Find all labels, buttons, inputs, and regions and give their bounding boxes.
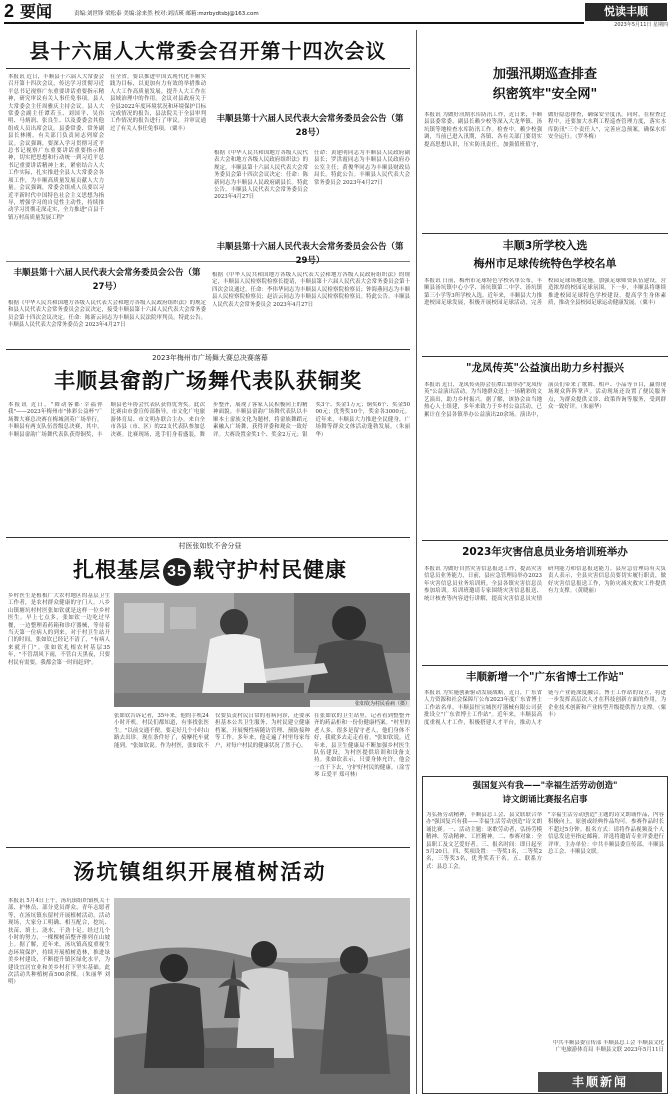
- r1-body: 本报讯 为做好汛期水库防汛工作，近日来，丰顺县县委常委、副县长赖少校等深入大龙华镇、汤坑镇等地检查水库防汛工作。检查中，赖少校强调，当前已进入汛期，各镇、各有关部门要切实提高思想认识，压实防汛责任，加强值班值守，做好隐患排查，确保安全度汛。同时，在检查过程中，还要加大水利工程巡查管理力度，落实水库防汛"三个责任人"，完善应急预案，确保水库安全运行。（罗冬梅）: [424, 112, 666, 148]
- a2-kicker: 2023年梅州市广场舞大赛总决赛落幕: [152, 354, 268, 362]
- a2-body: 本报讯 近日，"舞动客都·幸福你我"——2023年梅州市"体彩公益杯"广场舞大赛总决赛在梅城剑英广场举行。丰顺县有两支队伍晋级总决赛，其中，丰顺县畲韵广场舞代表队获得铜奖，丰顺县老年协会代表队获得优秀奖。此次比赛由市委宣传部指导，市文化广电旅游体育局、市文明办联合主办。来自全市各县（市、区）的22支代表队参加总决赛。比赛现场，选手们身着盛装，舞步整齐，展现了客家人民积极向上的精神面貌。丰顺县畲韵广场舞代表队以丰顺本土畲族文化为题材，将畲族舞蹈元素融入广场舞，获得评委和观众一致好评。大赛设置金奖1个、奖金2万元；银奖3个、奖金1万元；铜奖6个、奖金5000元；优秀奖10个，奖金各3000元。近年来，丰顺县大力推进全民健身，广场舞等群众文体活动蓬勃发展。（朱丽华）: [8, 402, 410, 438]
- a1-col1: 本报讯 近日，丰顺县十六届人大常委会召开第十四次会议，传达学习贯彻习近平总书记视察广东重要讲话重要指示精神，研究审议有关人事任免事项。县人大常委会主任周雅庆主持会议。县人大常委会副主任谭若玉、刘国平、吴伟明、马炳润、张良生、以及委委会其他组成人员出席会议。县委常委、常务副县长林刚，有关部门负责同志列席会议。会议强调，要深入学习贯彻习近平总书记视察广东重要讲话重要指示精神，切实把思想和行动统一到习近平总书记重要讲话精神上来，紧密结合人大工作实际，扎实推进全县人大常委会各项工作，为丰顺高质量发展贡献人大力量。会议强调，常委会组成人员要以习近平新时代中国特色社会主义思想为指导，增强学习的自觉性主动性，持续推动学习贯彻走深走实，全力推进"百县千镇万村高质量发展工程": [8, 74, 104, 221]
- a4-body: 本报讯 5月4日上午，汤坑镇组织镇机关干部、护林员、部分党员群众、青年志愿者等，在汤坑镇东留村开展植树活动。活动现场，大家分工明确、相互配合，挖坑、扶苗、填土、浇水，干劲十足。经过几个小时的努力，一棵棵树苗整齐排列在山坡上。据了解，近年来，汤坑镇高度重视生态环境保护，持续开展植树造林，推进绿美乡村建设，不断提升镇区绿化水平，为建设宜居宜业和美乡村打下坚实基础。此次活动共种植树苗500余棵。（朱丽华 刘明）: [8, 898, 110, 986]
- r2-body: 本报讯 日前，梅州市足球特色学校名单公布，丰顺县汤坑镇中心小学、汤坑镇第二中学、汤坑镇第三小学等3所学校入选。近年来，丰顺县大力推进校园足球发展，积极开展校园足球活动，完善校园足球场地设施，加强足球师资队伍建设，营造浓厚的校园足球氛围。下一步，丰顺县将继续推进校园足球特色学校建设，提高学生身体素质，推动全县校园足球运动健康发展。（粟丰）: [424, 278, 666, 307]
- a1-ann3-title: 丰顺县第十六届人民代表大会常务委员会公告（第29号）: [216, 242, 404, 266]
- r4-headline: 2023年灾害信息员业务培训班举办: [462, 546, 628, 558]
- r4-bottom-rule: [422, 665, 668, 666]
- a1-headline: 县十六届人大常委会召开第十四次会议: [29, 39, 387, 63]
- column-tag: 悦读丰顺: [585, 3, 667, 21]
- masthead-rule: [4, 22, 584, 24]
- r1-bottom-rule: [422, 233, 668, 234]
- section-title: 要闻: [20, 3, 53, 21]
- r6-body-right: "幸福生活劳动创造"主题的诗文朗诵作品，内容积极向上，原创或经典作品均可。参赛作品时长不超过5分钟。报名方式：请将作品视频及个人信息发送至指定邮箱。评选将邀请专业评委进行评审。主办单位：中共丰顺县委宣传部、丰顺县总工会、丰顺县文联。: [548, 812, 664, 856]
- a1-ann1-body: 根据《中华人民共和国地方各级人民代表大会和地方各级人民政府组织法》的规定，丰顺县第十六届人民代表大会常务委员会第十四次会议决定：任命：陈新同志为丰顺县人民政府副县长。特此公告。丰顺县人民代表大会常务委员会 2023年4月27日: [214, 150, 308, 201]
- a1-bottom-rule: [6, 349, 410, 350]
- r4-body: 本报讯 为做好自然灾害信息报送工作，提高灾害信息员业务能力，日前，县应急管理局举办2023年灾害信息员业务培训班。全县各镇灾害信息员参加培训。培训班邀请专家围绕灾害信息报送、统计核查等内容进行讲解，提高灾害信息员灾情研判能力和信息报送能力。县应急管理局有关负责人表示，全县灾害信息员要切实履行职责，做好灾害信息报送工作，为防灾减灾救灾工作提供有力支撑。（黄晓丽）: [424, 566, 666, 602]
- a1-rule: [6, 68, 410, 69]
- a1-ann1-side: 任命：黄建明同志为丰顺县人民政府副县长；罗洪霞同志为丰顺县人民政府办公室主任；黄俊华同志为丰顺县财政局局长。特此公告。丰顺县人民代表大会常务委员会 2023年4月27日: [314, 150, 410, 186]
- a4-photo-tree-planting: [114, 898, 410, 1094]
- watermark-logo: 丰顺新闻: [538, 1072, 662, 1092]
- a1-ann2-body: 根据《中华人民共和国地方各级人民代表大会和地方各级人民政府组织法》的规定和县人民代表大会常务委员会会议决定，接受丰顺县第十六届人民代表大会常务委员会第十四次会议决定。任命：陈新云同志为丰顺县人民法院审判员。特此公告。丰顺县人民代表大会常务委员会 2023年4月27日: [8, 300, 206, 329]
- a3-headline-post: 守护村民健康: [215, 557, 347, 582]
- page-number: 2: [4, 2, 15, 20]
- r5-headline: 丰顺新增一个"广东省博士工作站": [466, 671, 624, 683]
- r6-headline-2: 诗文朗诵比赛报名启事: [502, 795, 588, 805]
- column-divider: [416, 30, 417, 1094]
- a1-col2: 在全省。要以推进中国式现代化丰顺实践为目标，以更加有力有效的举措推动人大工作高质量发展，提升人大工作在县域治理中的作用。会议对县政府关于全县2022年度环境状况和环境保护目标完成情况的报告，县法院关于全县审判工作情况的报告进行了审议，并审议通过了有关人事任免事项。（粟丰）: [110, 74, 206, 132]
- a3-kicker: 村医张如钦不舍分昼: [178, 542, 242, 550]
- r2-bottom-rule: [422, 356, 668, 357]
- a3-headline-mid: 载: [193, 557, 215, 582]
- r2-headline-1: 丰顺3所学校入选: [502, 239, 588, 252]
- a1-ann1-title: 丰顺县第十六届人民代表大会常务委员会公告（第28号）: [216, 114, 404, 138]
- a3-bottom-rule: [6, 847, 410, 848]
- a3-headline-number-badge: 35: [163, 558, 191, 586]
- r1-headline-1: 加强汛期巡查排查: [492, 67, 597, 82]
- r6-body: 为弘扬劳动精神，丰顺县总工会、县文联联合举办"强国复兴有我——幸福生活劳动创造"诗文朗诵比赛。一、活动主题：讴歌劳动者，弘扬劳模精神、劳动精神、工匠精神。二、参赛对象：全县职工及文艺爱好者。三、报名时间：即日起至5月20日。四、奖项设置：一等奖1名，二等奖2名，三等奖3名，优秀奖若干名。五、联系方式：县总工会。: [426, 812, 542, 870]
- a3-headline: [30, 553, 390, 587]
- editors-line: 责编:刘世锋 梁松泰 美编:涂来然 校对:刘洁瑛 邮箱:mzrbydtsbj@163.com: [74, 11, 259, 17]
- a2-headline: 丰顺县畲韵广场舞代表队获铜奖: [54, 368, 362, 393]
- a3-headline-pre: 扎根基层: [73, 557, 161, 582]
- a1-ann3-body: 根据《中华人民共和国地方各级人民代表大会和地方各级人民政府组织法》的规定，丰顺县人民检察院检察长提请，丰顺县第十六届人民代表大会常务委员会第十四次会议通过。任命：李伟华同志为丰顺县人民检察院检察员；钟海燕同志为丰顺县人民检察院检察员；赵洁云同志为丰顺县人民检察院检察员。特此公告。丰顺县人民代表大会常务委员会 2023年4月27日: [212, 272, 410, 308]
- a1-ann2-title: 丰顺县第十六届人民代表大会常务委员会公告（第27号）: [13, 268, 201, 292]
- a2-bottom-rule: [6, 537, 410, 538]
- a3-body1: 乡村医生是植根广大农村地区的基层卫生工作者，是农村群众健康的守门人。八乡山镇塘坑村村医张如钦就是这样一位乡村医生。早上七点多，张如钦一边吃过早餐，一边整理着药箱和诊疗器械，等待着当天第一位病人的到来。对于村卫生站开门的时间，张如钦已经记不清了，"有病人来就开门"。张如钦扎根农村基层35年，"不管刮风下雨，不管白天黑夜，只要村民有需要，我都会第一时间赶到"。: [8, 593, 110, 666]
- a3-photo-doctor-patient: [114, 593, 410, 707]
- r1-headline-2: 织密筑牢"安全网": [492, 87, 598, 102]
- r3-headline: "龙凤传英"公益演出助力乡村振兴: [466, 362, 624, 374]
- issue-date: 2023年5月11日 星期四: [614, 22, 668, 28]
- r3-body: 本报讯 近日，龙凤传英协会在潭江镇举办"龙凤传英"公益演出活动，为当地群众送上一场精彩的文艺演出，助力乡村振兴。据了解，该协会由当地热心人士组建，多年来致力于乡村公益活动，已累计在全县各镇举办公益演出20余场。演出中，演员们带来了歌舞、相声、小品等节目，赢得现场观众阵阵掌声。活动现场还设置了便民服务点，为群众提供义诊、政策咨询等服务，受到群众一致好评。（朱丽华）: [424, 382, 666, 418]
- r5-body: 本报讯 为实施创新驱动发展战略，近日，广东省人力资源和社会保障厅公布2023年度广东省博士工作站名单，丰顺县恒宝城医疗器械有限公司获批设立"广东省博士工作站"。近年来，丰顺县高度重视人才工作，积极搭建人才平台，推动人才链与产业链深度融合。博士工作站的设立，将进一步发挥高层次人才在科技创新方面的作用，为企业技术创新和产业转型升级提供智力支撑。（粟丰）: [424, 690, 666, 726]
- r2-headline-2: 梅州市足球传统特色学校名单: [473, 257, 617, 270]
- a3-body3: 在张如钦的卫生站里，记者看到整整齐齐的药品柜和一份份健康档案。"村里的老人多，很多是留守老人，他们身体不好，我就多去走走看看。"张如钦说。近年来，县卫生健康局不断加强乡村医生队伍建设，为村医提供培训和设备支持。张如钦表示，只要身体允许，他会一直干下去，守护好村民的健康。（涂雪琴 丘爱平 郑可林）: [314, 713, 410, 779]
- r3-bottom-rule: [422, 540, 668, 541]
- r6-footer: 中共丰顺县委宣传部 丰顺县总工会 丰顺县文化广电旅游体育局 丰顺县文联 2023年5月11日: [552, 1040, 664, 1054]
- a4-headline: 汤坑镇组织开展植树活动: [73, 859, 327, 884]
- a3-body2: 张如钦告诉记者，35年来，他的手机24小时开机。村民们都知道，有事找张医生。"以前交通不便，要走好几个小时山路去出诊。现在条件好了，骑摩托车就能到。"张如钦说。作为村医，张如钦不仅要负责村民日常的看病问诊，还要承担基本公共卫生服务，为村民建立健康档案，开展慢性病随访管理、预防接种等工作。多年来，他走遍了村里每家每户，对每户村民的健康状况了然于心。: [114, 713, 310, 749]
- a3-photo-caption: 张如钦为村民看病（摄）: [310, 700, 410, 709]
- r6-headline-1: 强国复兴有我——"幸福生活劳动创造": [472, 781, 618, 791]
